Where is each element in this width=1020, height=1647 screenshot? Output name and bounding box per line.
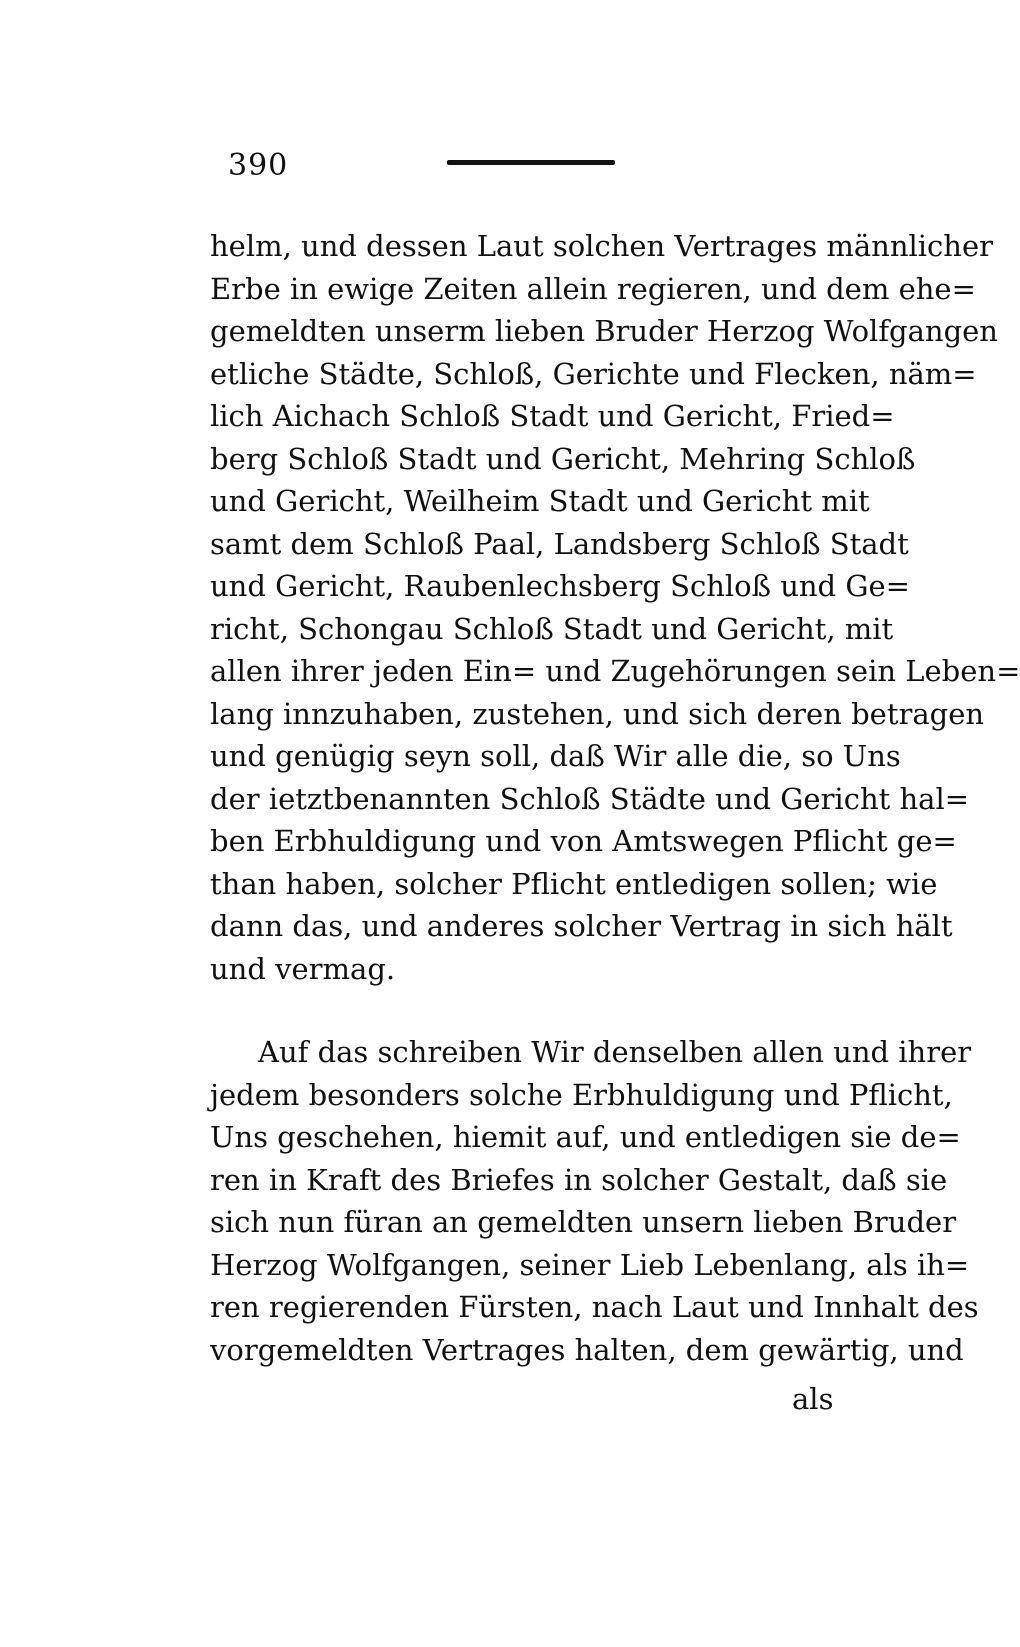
text-line: sich nun füran an gemeldten unsern lieben Bruder (210, 1205, 957, 1239)
paragraph-1 (210, 225, 1020, 990)
text-line: und vermag. (210, 951, 396, 986)
text-line: etliche Städte, Schloß, Gerichte und Flecken, näm= (210, 356, 977, 391)
text-line: than haben, solcher Pflicht entledigen sollen; wie (210, 866, 938, 901)
paragraph-2 (210, 1031, 979, 1371)
text-line: und genügig seyn soll, daß Wir alle die, so Uns (210, 739, 901, 773)
text-line: ren regierenden Fürsten, nach Laut und Innhalt des (210, 1290, 979, 1324)
text-line: und Gericht, Weilheim Stadt und Gericht mit (210, 484, 870, 518)
catchword: als (792, 1382, 834, 1416)
text-line: jedem besonders solche Erbhuldigung und Pflicht, (210, 1077, 953, 1112)
text-line: der ietztbenannten Schloß Städte und Gericht hal= (210, 781, 970, 816)
text-line: Herzog Wolfgangen, seiner Lieb Lebenlang, als ih= (210, 1247, 970, 1282)
text-line: vorgemeldten Vertrages halten, dem gewärtig, und (210, 1332, 964, 1367)
text-line: berg Schloß Stadt und Gericht, Mehring Schloß (210, 441, 916, 476)
text-line: ren in Kraft des Briefes in solcher Gestalt, daß sie (210, 1162, 948, 1197)
text-line: richt, Schongau Schloß Stadt und Gericht, mit (210, 611, 894, 646)
page-number: 390 (228, 148, 289, 183)
text-line: gemeldten unserm lieben Bruder Herzog Wolfgangen (210, 314, 998, 348)
header-rule (447, 160, 615, 165)
text-line: allen ihrer jeden Ein= und Zugehörungen sein Leben= (210, 654, 1020, 688)
text-line: samt dem Schloß Paal, Landsberg Schloß Stadt (210, 526, 909, 561)
text-line: ben Erbhuldigung und von Amtswegen Pflicht ge= (210, 824, 957, 858)
text-line: Uns geschehen, hiemit auf, und entledigen sie de= (210, 1120, 961, 1154)
text-line: und Gericht, Raubenlechsberg Schloß und Ge= (210, 569, 910, 603)
text-line: lang innzuhaben, zustehen, und sich deren betragen (210, 696, 985, 731)
text-line: Auf das schreiben Wir denselben allen und ihrer (258, 1035, 972, 1069)
text-line: helm, und dessen Laut solchen Vertrages männlicher (210, 229, 993, 263)
text-line: lich Aichach Schloß Stadt und Gericht, Fried= (210, 399, 895, 433)
text-line: Erbe in ewige Zeiten allein regieren, und dem ehe= (210, 271, 976, 306)
text-line: dann das, und anderes solcher Vertrag in sich hält (210, 909, 953, 943)
